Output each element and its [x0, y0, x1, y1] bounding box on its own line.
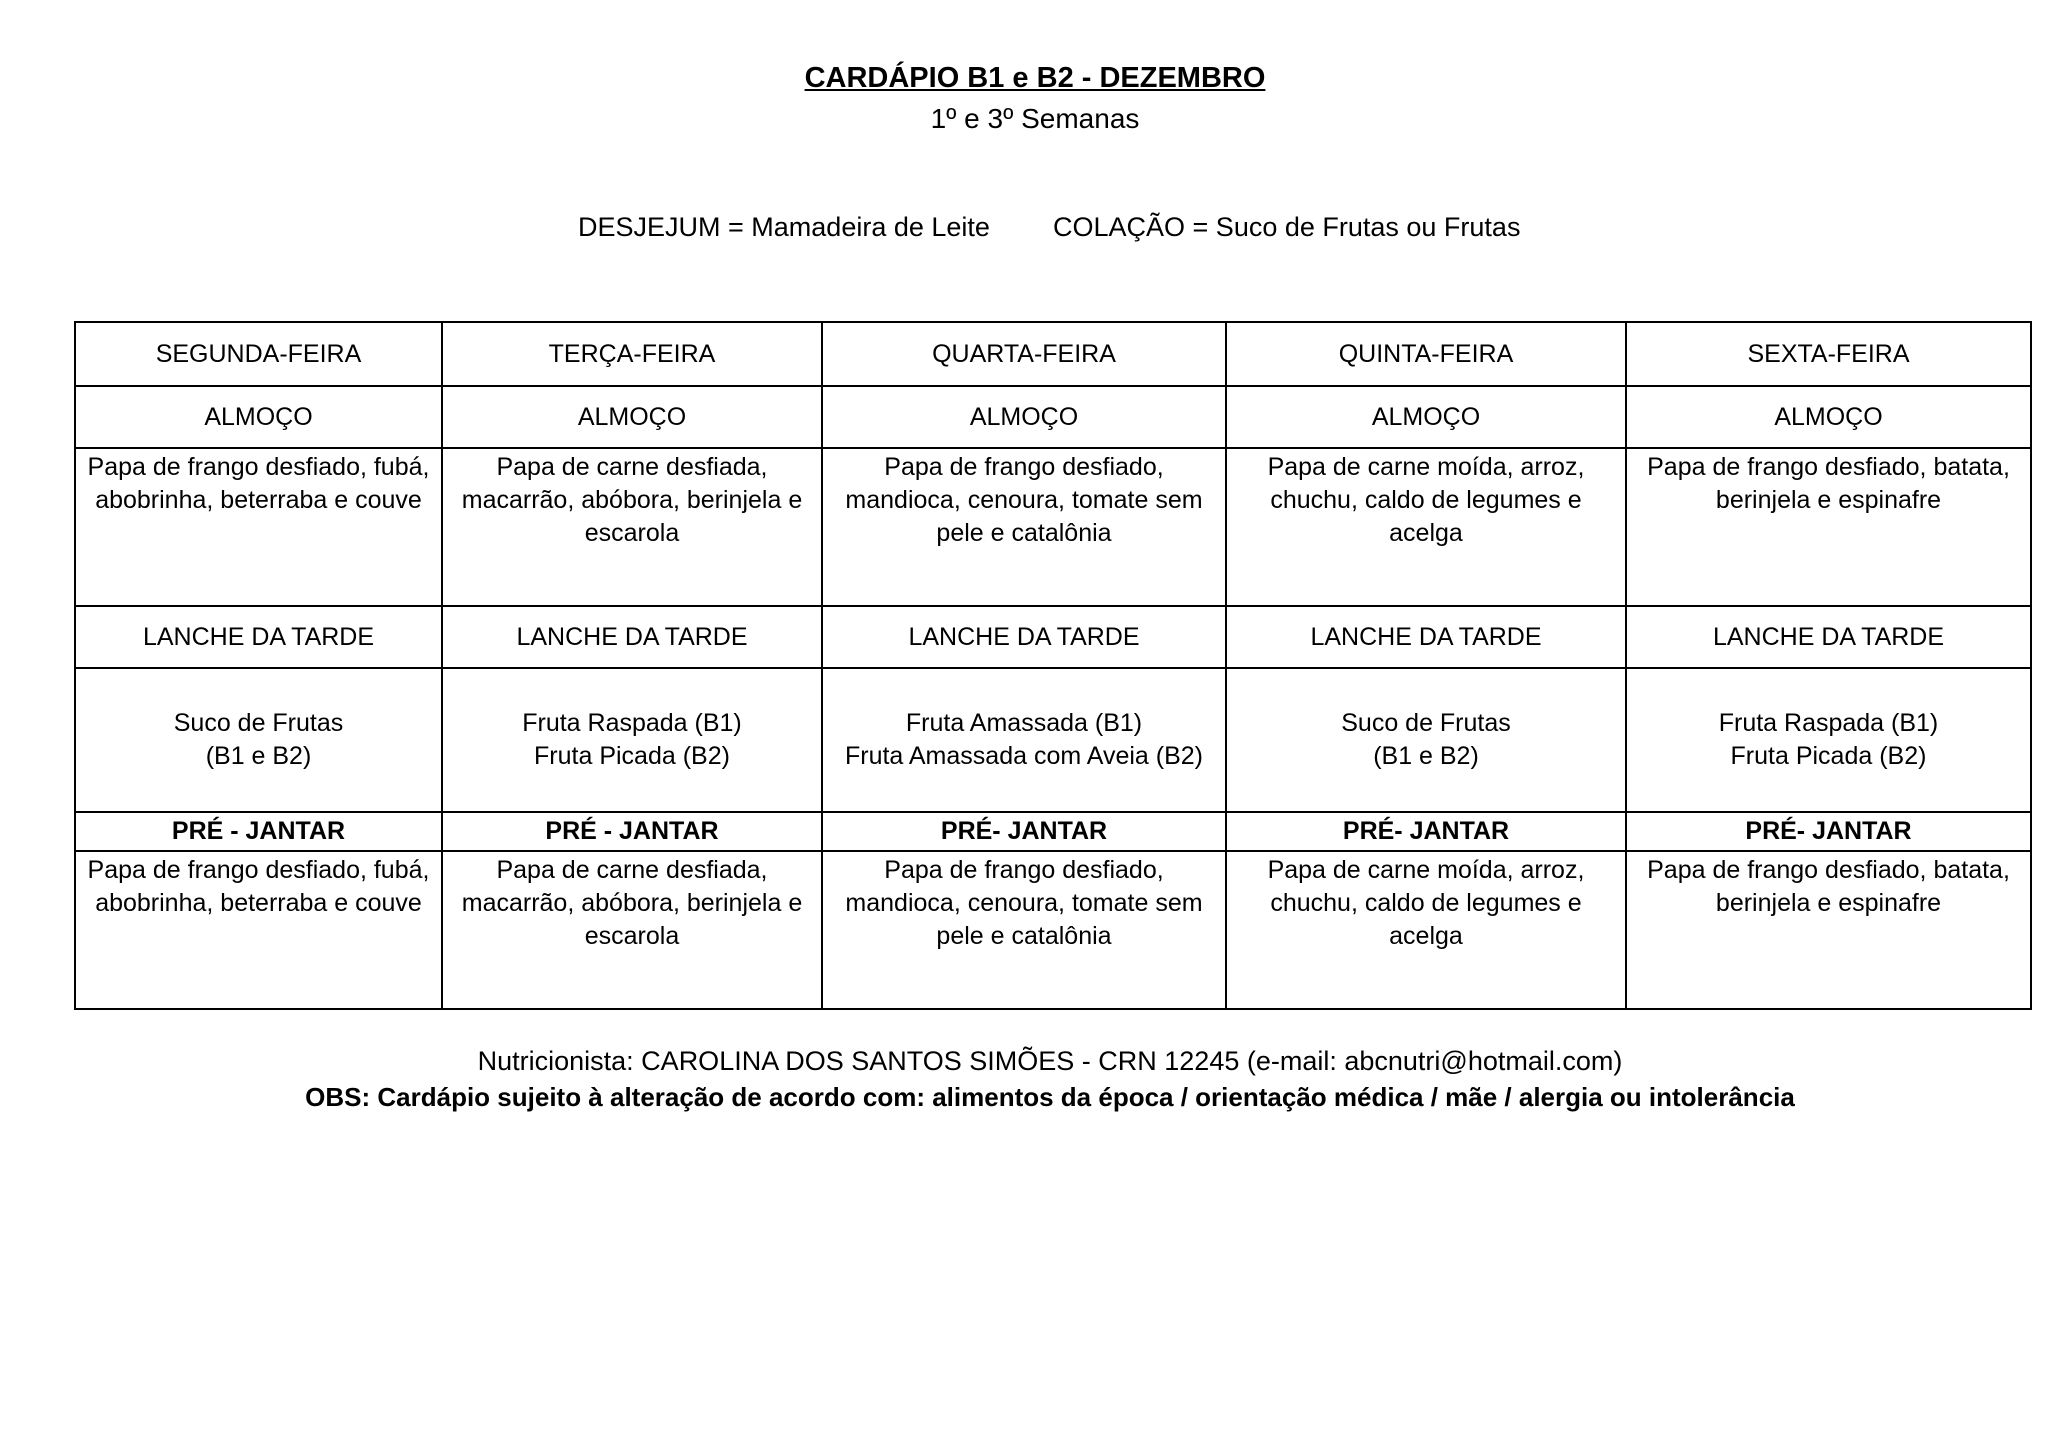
- lunch-cell: Papa de carne desfiada, macarrão, abóbora, berinjela e escarola: [442, 448, 822, 606]
- page-title: CARDÁPIO B1 e B2 - DEZEMBRO: [804, 62, 1266, 94]
- lunch-cell: Papa de frango desfiado, fubá, abobrinha, beterraba e couve: [75, 448, 442, 606]
- snack-cell: [1626, 668, 2031, 812]
- pre-dinner-label-cell: PRÉ - JANTAR: [75, 812, 442, 851]
- snack-line: (B1 e B2): [1373, 742, 1479, 770]
- page-subtitle: 1º e 3º Semanas: [930, 103, 1140, 134]
- observation-note: OBS: Cardápio sujeito à alteração de acordo com: alimentos da época / orientação médica / mãe / alergia ou intolerância: [305, 1082, 1795, 1112]
- snack-label-cell: LANCHE DA TARDE: [1226, 606, 1626, 668]
- day-header-cell: SEXTA-FEIRA: [1626, 322, 2031, 386]
- pre-dinner-label-cell: PRÉ- JANTAR: [822, 812, 1226, 851]
- legend-desjejum: DESJEJUM = Mamadeira de Leite: [578, 212, 990, 242]
- lunch-row: [75, 448, 2031, 606]
- snack-label-cell: LANCHE DA TARDE: [822, 606, 1226, 668]
- snack-cell: [75, 668, 442, 812]
- day-header-cell: TERÇA-FEIRA: [442, 322, 822, 386]
- pre-dinner-label-cell: PRÉ- JANTAR: [1626, 812, 2031, 851]
- pre-dinner-cell: Papa de frango desfiado, mandioca, cenoura, tomate sem pele e catalônia: [822, 851, 1226, 1009]
- lunch-label-cell: ALMOÇO: [1626, 386, 2031, 448]
- legend-colacao: COLAÇÃO = Suco de Frutas ou Frutas: [1053, 212, 1521, 242]
- snack-line: (B1 e B2): [205, 742, 312, 770]
- menu-table: [74, 321, 2032, 1010]
- day-header-cell: QUINTA-FEIRA: [1226, 322, 1626, 386]
- day-header-cell: QUARTA-FEIRA: [822, 322, 1226, 386]
- lunch-label-cell: ALMOÇO: [822, 386, 1226, 448]
- pre-dinner-cell: Papa de frango desfiado, batata, berinjela e espinafre: [1626, 851, 2031, 1009]
- lunch-cell: Papa de frango desfiado, batata, berinjela e espinafre: [1626, 448, 2031, 606]
- snack-cell: [822, 668, 1226, 812]
- pre-dinner-cell: Papa de carne desfiada, macarrão, abóbora, berinjela e escarola: [442, 851, 822, 1009]
- snack-label-cell: LANCHE DA TARDE: [442, 606, 822, 668]
- snack-line: Fruta Picada (B2): [534, 742, 730, 770]
- snack-line: Suco de Frutas: [1341, 709, 1511, 737]
- snack-line: Fruta Picada (B2): [1730, 742, 1927, 770]
- lunch-cell: Papa de frango desfiado, mandioca, cenoura, tomate sem pele e catalônia: [822, 448, 1226, 606]
- snack-line: Fruta Raspada (B1): [522, 709, 742, 737]
- snack-cell: [442, 668, 822, 812]
- pre-dinner-label-cell: PRÉ - JANTAR: [442, 812, 822, 851]
- lunch-cell: Papa de carne moída, arroz, chuchu, caldo de legumes e acelga: [1226, 448, 1626, 606]
- lunch-label-cell: ALMOÇO: [1226, 386, 1626, 448]
- pre-dinner-label-cell: PRÉ- JANTAR: [1226, 812, 1626, 851]
- snack-cell: [1226, 668, 1626, 812]
- nutritionist-info: Nutricionista: CAROLINA DOS SANTOS SIMÕES - CRN 12245 (e-mail: abcnutri@hotmail.com): [477, 1046, 1623, 1076]
- day-header-row: [75, 322, 2031, 386]
- day-header-cell: SEGUNDA-FEIRA: [75, 322, 442, 386]
- snack-line: Fruta Raspada (B1): [1718, 709, 1939, 737]
- lunch-label-cell: ALMOÇO: [442, 386, 822, 448]
- snack-line: Fruta Amassada (B1): [905, 709, 1143, 737]
- snack-row: [75, 668, 2031, 812]
- pre-dinner-cell: Papa de frango desfiado, fubá, abobrinha, beterraba e couve: [75, 851, 442, 1009]
- snack-line: Fruta Amassada com Aveia (B2): [844, 742, 1204, 770]
- lunch-label-row: [75, 386, 2031, 448]
- snack-label-row: [75, 606, 2031, 668]
- snack-line: Suco de Frutas: [173, 709, 344, 737]
- pre-dinner-cell: Papa de carne moída, arroz, chuchu, caldo de legumes e acelga: [1226, 851, 1626, 1009]
- pre-dinner-row: [75, 851, 2031, 1009]
- snack-label-cell: LANCHE DA TARDE: [75, 606, 442, 668]
- snack-label-cell: LANCHE DA TARDE: [1626, 606, 2031, 668]
- lunch-label-cell: ALMOÇO: [75, 386, 442, 448]
- pre-dinner-label-row: [75, 812, 2031, 851]
